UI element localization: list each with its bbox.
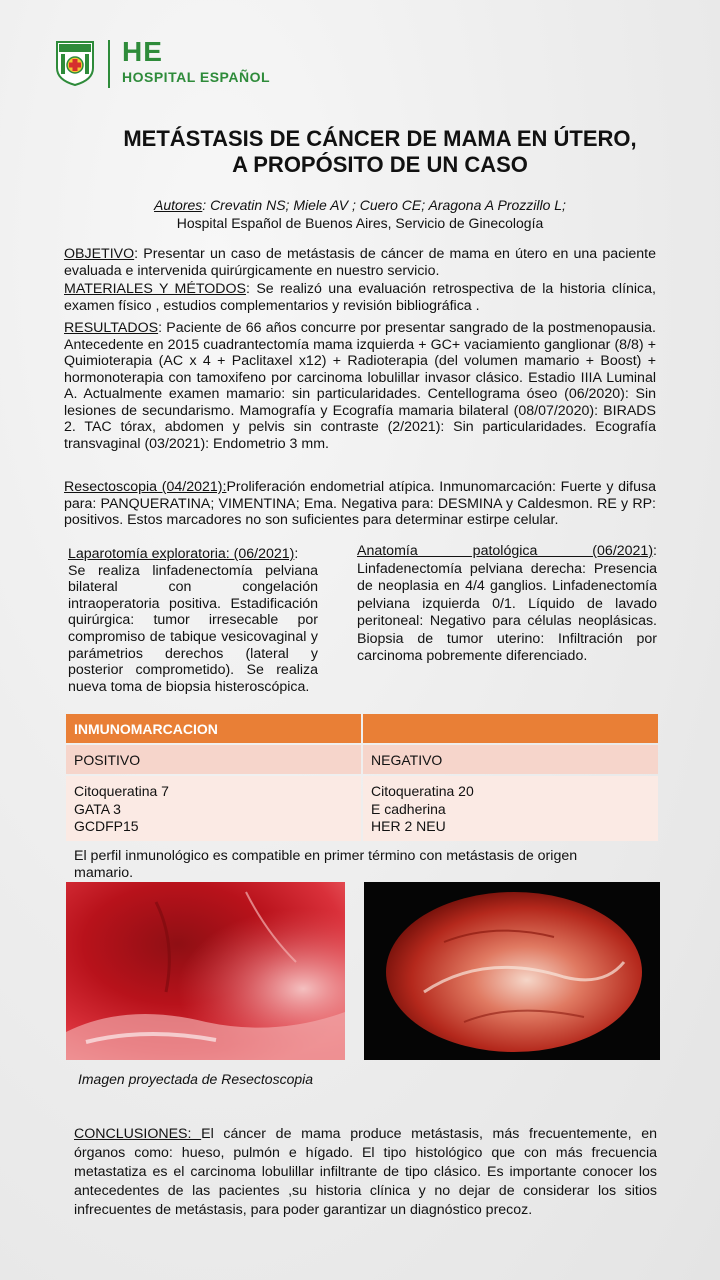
- logo-hospital-name: HOSPITAL ESPAÑOL: [122, 69, 271, 85]
- marker: Citoqueratina 7: [74, 783, 169, 799]
- table-row: [66, 776, 658, 841]
- table-header: INMUNOMARCACION: [66, 714, 361, 743]
- hospital-shield-logo: [56, 40, 94, 86]
- logo-abbrev: HE: [122, 36, 163, 67]
- laparotomia-colon: :: [294, 546, 299, 562]
- authors-label: Autores: [154, 197, 203, 213]
- section-conclusiones: [74, 1125, 657, 1220]
- marker: HER 2 NEU: [371, 818, 446, 834]
- conclusiones-text: El cáncer de mama produce metástasis, más frecuentemente, en órganos como: hueso, pulmón e hígado. El tipo histológico que con más frecuencia metastatiza es el carcinoma lobulillar infiltrante de tipo clásico. Es importante conocer los antecedentes de las pacientes ,su historia clínica y no dejar de considerar los sitios infrecuentes de metástasis, para poder garantizar un diagnóstico precoz.: [74, 1126, 658, 1218]
- anatomia-heading: [357, 543, 657, 561]
- section-resectoscopia: [64, 479, 656, 529]
- anatomia-text: Linfadenectomía pelviana derecha: Presencia de neoplasia en 4/4 ganglios. Linfadenectomía pelviana izquierda 0/1. Líquido de lavado peritoneal: Negativo para células neoplásicas. Biopsia de tumor uterino: Infiltración por carcinoma pobremente diferenciado.: [357, 560, 657, 664]
- laparotomia-text: Se realiza linfadenectomía pelviana bilateral con congelación intraoperatoria positiva. Estadificación quirúrgica: tumor irresecable por compromiso de tabique vesicovaginal y parámetrios derechos (lateral y posterior comprometido). Se realiza nueva toma de biopsia histeroscópica.: [68, 562, 318, 695]
- immunomarking-table: [64, 712, 660, 843]
- conclusiones-label: CONCLUSIONES:: [74, 1126, 202, 1142]
- resectoscopia-text: Proliferación endometrial atípica. Inmunomarcación: Fuerte y difusa para: PANQUERATINA; VIMENTINA; Ema. Negativa para: DESMINA y Caldesmon. RE y RP: positivos. Estos marcadores no son suficientes para determinar estirpe celular.: [64, 479, 656, 528]
- laparotomia-heading: [68, 546, 318, 563]
- anatomia-colon: :: [653, 543, 657, 559]
- section-objetivo: [64, 246, 656, 279]
- section-anatomia: [357, 543, 657, 666]
- materiales-text: : Se realizó una evaluación retrospectiva de la historia clínica, examen físico , estudios complementarios y revisión bibliográfica .: [64, 281, 656, 314]
- authors-line: [60, 196, 660, 214]
- authors-block: [60, 196, 660, 232]
- logo-divider: [108, 40, 110, 88]
- section-resultados: [64, 320, 656, 452]
- laparotomia-label: Laparotomía exploratoria: (06/2021): [68, 546, 295, 562]
- marker: GCDFP15: [74, 818, 139, 834]
- resectoscopy-image-1: [66, 882, 345, 1060]
- section-materiales: [64, 281, 656, 314]
- marker: GATA 3: [74, 800, 121, 817]
- resectoscopy-image-2: [364, 882, 660, 1060]
- image-caption: Imagen proyectada de Resectoscopia: [78, 1071, 314, 1087]
- title-line-1: METÁSTASIS DE CÁNCER DE MAMA EN ÚTERO,: [123, 126, 637, 151]
- perfil-text: El perfil inmunológico es compatible en primer término con metástasis de origen mamario.: [74, 848, 578, 881]
- positive-markers: [66, 776, 361, 841]
- materiales-label: MATERIALES Y MÉTODOS: [64, 281, 247, 297]
- table-header-empty: [363, 714, 658, 743]
- poster-title: [60, 126, 700, 178]
- objetivo-label: OBJETIVO: [64, 246, 135, 262]
- col-positivo: POSITIVO: [66, 745, 361, 774]
- resultados-label: RESULTADOS: [64, 320, 159, 336]
- resultados-text: : Paciente de 66 años concurre por presentar sangrado de la postmenopausia. Antecedente en 2015 cuadrantectomía mama izquierda + GC+ vaciamiento ganglionar (8/8) + Quimioterapia (AC x 4 + Paclitaxel x12) + Radioterapia (del volumen mamario + Boost) + hormonoterapia con tamoxifeno por carcinoma lobulillar invasor clásico. Estadio IIIA Luminal A. Actualmente examen mamario: sin particularidades. Centellograma óseo (06/2020): Sin lesiones de secundarismo. Mamografía y Ecografía mamaria bilateral (08/07/2020): BIRADS 2. TAC tórax, abdomen y pelvis sin contraste (2/2021): Sin particularidades. Ecografía transvaginal (03/2021): Endometrio 3 mm.: [64, 320, 656, 452]
- authors-names: : Crevatin NS; Miele AV ; Cuero CE; Aragona A Prozzillo L;: [202, 197, 566, 213]
- affiliation: Hospital Español de Buenos Aires, Servicio de Ginecología: [176, 215, 544, 231]
- objetivo-text: : Presentar un caso de metástasis de cáncer de mama en útero en una paciente evaluada e intervenida quirúrgicamente en nuestro servicio.: [64, 246, 656, 279]
- marker: Citoqueratina 20: [371, 783, 474, 799]
- section-laparotomia: [64, 546, 318, 695]
- anatomia-label: Anatomía patológica (06/2021): [357, 543, 654, 559]
- table-row: [66, 745, 658, 774]
- negative-markers: [363, 776, 658, 841]
- resectoscopia-label: Resectoscopia (04/2021):: [64, 479, 227, 495]
- marker: E cadherina: [371, 800, 446, 817]
- col-negativo: NEGATIVO: [363, 745, 658, 774]
- title-line-2: A PROPÓSITO DE UN CASO: [232, 152, 528, 177]
- table-header-row: [66, 714, 658, 743]
